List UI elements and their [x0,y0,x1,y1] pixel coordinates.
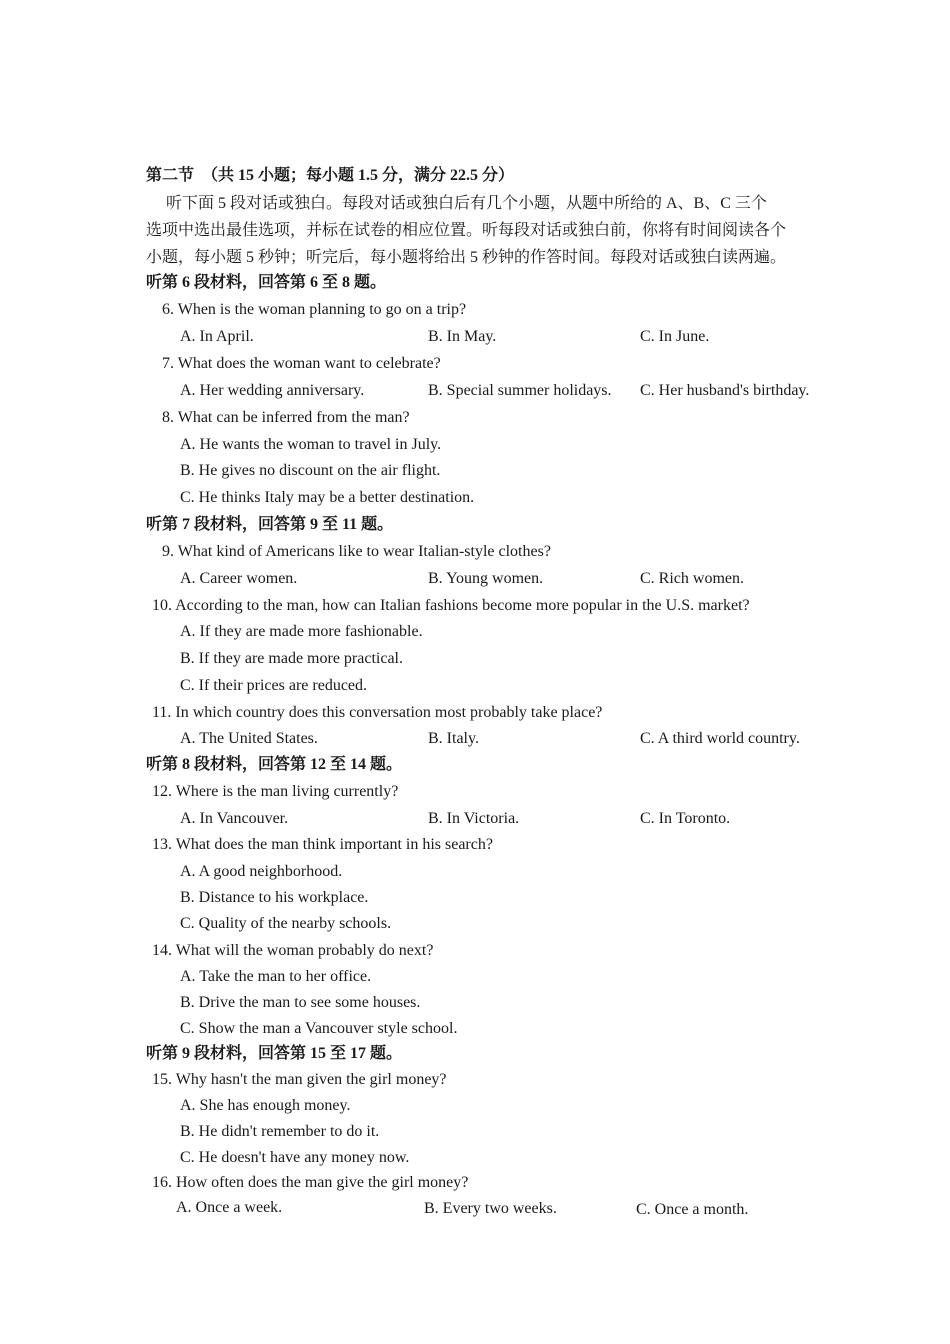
question-stem: 6. When is the woman planning to go on a trip? [162,301,467,318]
option-a: A. In Vancouver. [180,810,289,827]
option-a: A. He wants the woman to travel in July. [180,436,442,453]
option-b: B. Distance to his workplace. [180,889,369,906]
option-b: B. Italy. [428,730,479,747]
instruction-line: 选项中选出最佳选项，并标在试卷的相应位置。听每段对话或独白前，你将有时间阅读各个 [146,222,787,239]
option-c: C. If their prices are reduced. [180,677,368,694]
question-stem: 13. What does the man think important in his search? [152,836,493,853]
group-heading: 听第 6 段材料，回答第 6 至 8 题。 [146,274,387,291]
group-heading: 听第 7 段材料，回答第 9 至 11 题。 [146,516,394,533]
option-a: A. Once a week. [176,1199,283,1216]
option-b: B. Every two weeks. [424,1200,557,1217]
option-b: B. If they are made more practical. [180,650,403,667]
question-stem: 11. In which country does this conversation most probably take place? [152,704,603,721]
option-a: A. In April. [180,328,254,345]
option-c: C. Show the man a Vancouver style school. [180,1020,458,1037]
option-a: A. If they are made more fashionable. [180,623,423,640]
option-c: C. In June. [640,328,710,345]
section-title: 第二节 （共 15 小题；每小题 1.5 分，满分 22.5 分） [146,167,515,184]
option-c: C. Her husband's birthday. [640,382,810,399]
option-a: A. Take the man to her office. [180,968,372,985]
option-c: C. Once a month. [636,1201,749,1218]
question-stem: 15. Why hasn't the man given the girl money? [152,1071,447,1088]
option-b: B. In May. [428,328,497,345]
option-c: C. Quality of the nearby schools. [180,915,392,932]
question-stem: 10. According to the man, how can Italian fashions become more popular in the U.S. market? [152,597,750,614]
instruction-line: 听下面 5 段对话或独白。每段对话或独白后有几个小题，从题中所给的 A、B、C 三个 [166,195,767,212]
question-stem: 16. How often does the man give the girl money? [152,1174,469,1191]
option-b: B. In Victoria. [428,810,520,827]
option-c: C. In Toronto. [640,810,731,827]
option-b: B. Drive the man to see some houses. [180,994,421,1011]
question-stem: 14. What will the woman probably do next? [152,942,434,959]
group-heading: 听第 9 段材料，回答第 15 至 17 题。 [146,1045,403,1062]
option-a: A. Career women. [180,570,298,587]
question-stem: 9. What kind of Americans like to wear Italian-style clothes? [162,543,551,560]
option-c: C. He doesn't have any money now. [180,1149,410,1166]
option-b: B. He didn't remember to do it. [180,1123,380,1140]
question-stem: 8. What can be inferred from the man? [162,409,410,426]
option-c: C. He thinks Italy may be a better destination. [180,489,475,506]
option-a: A. Her wedding anniversary. [180,382,365,399]
option-b: B. He gives no discount on the air flight. [180,462,441,479]
option-a: A. The United States. [180,730,318,747]
question-stem: 7. What does the woman want to celebrate? [162,355,441,372]
option-c: C. Rich women. [640,570,744,587]
option-b: B. Special summer holidays. [428,382,612,399]
option-a: A. She has enough money. [180,1097,351,1114]
instruction-line: 小题，每小题 5 秒钟；听完后，每小题将给出 5 秒钟的作答时间。每段对话或独白读两遍。 [146,249,787,266]
option-a: A. A good neighborhood. [180,863,343,880]
group-heading: 听第 8 段材料，回答第 12 至 14 题。 [146,756,403,773]
option-c: C. A third world country. [640,730,800,747]
option-b: B. Young women. [428,570,544,587]
question-stem: 12. Where is the man living currently? [152,783,399,800]
